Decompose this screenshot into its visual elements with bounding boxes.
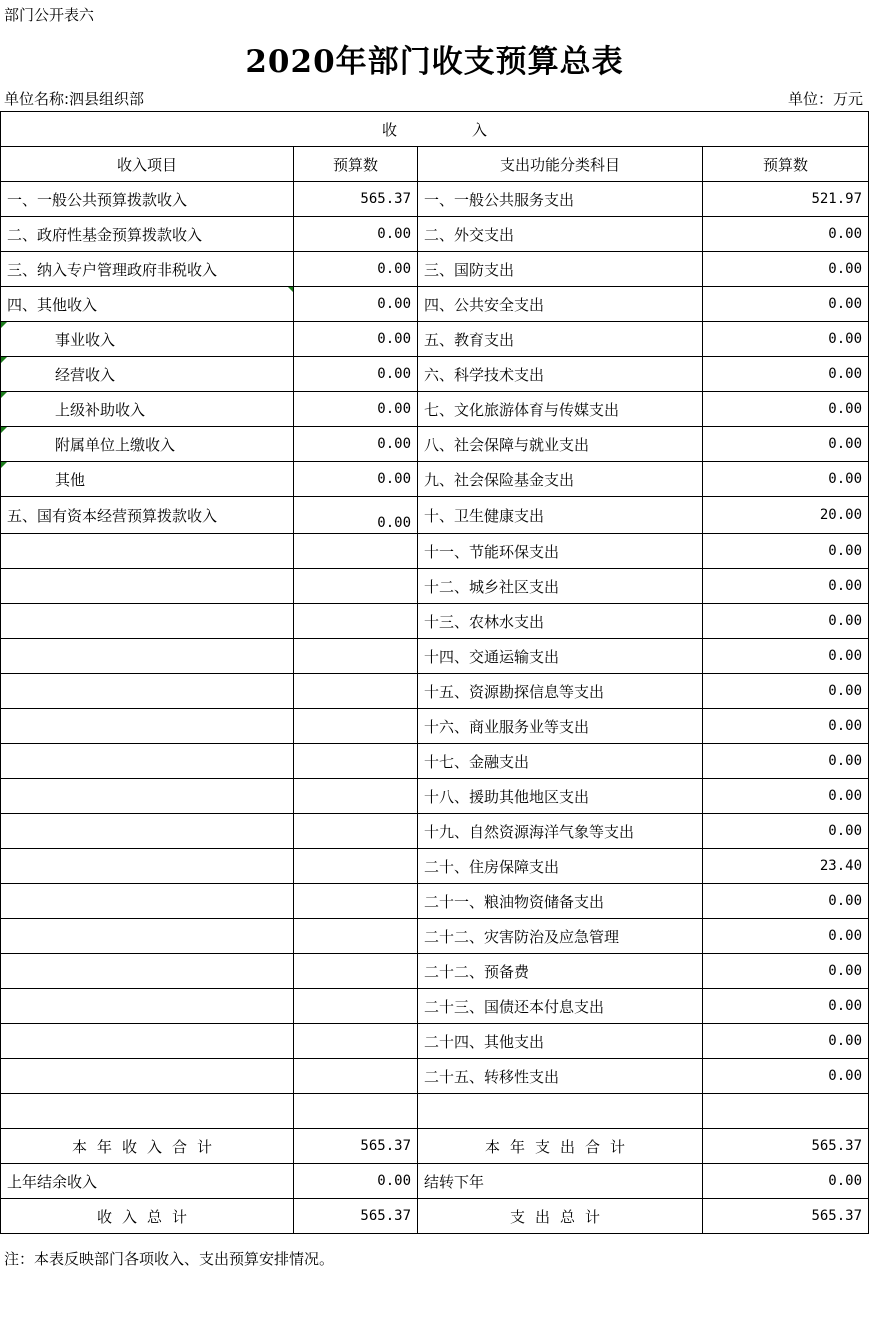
expense-item-cell: 二十五、转移性支出 — [418, 1059, 703, 1094]
expense-item-cell: 八、社会保障与就业支出 — [418, 427, 703, 462]
expense-item-cell: 三、国防支出 — [418, 252, 703, 287]
total-income-label: 上年结余收入 — [1, 1164, 294, 1199]
expense-budget-cell: 0.00 — [703, 287, 869, 322]
expense-budget-cell — [703, 1094, 869, 1129]
expense-item-cell: 二十二、灾害防治及应急管理 — [418, 919, 703, 954]
table-row — [1, 779, 869, 814]
expense-budget-cell: 0.00 — [703, 919, 869, 954]
table-row — [1, 709, 869, 744]
currency-unit-label: 单位：万元 — [787, 90, 863, 108]
expense-item-cell: 六、科学技术支出 — [418, 357, 703, 392]
table-row — [1, 392, 869, 427]
table-row — [1, 217, 869, 252]
budget-table — [0, 111, 869, 1234]
income-item-cell — [1, 1059, 294, 1094]
income-item-cell — [1, 744, 294, 779]
income-item-cell — [1, 604, 294, 639]
income-budget-cell: 0.00 — [294, 357, 418, 392]
expense-item-cell: 十五、资源勘探信息等支出 — [418, 674, 703, 709]
expense-item-cell: 二十三、国债还本付息支出 — [418, 989, 703, 1024]
column-header-expense-item: 支出功能分类科目 — [418, 147, 703, 182]
income-item-cell — [1, 779, 294, 814]
income-budget-cell: 0.00 — [294, 252, 418, 287]
expense-budget-cell: 0.00 — [703, 884, 869, 919]
column-header-income-item: 收入项目 — [1, 147, 294, 182]
total-expense-label: 本年支出合计 — [418, 1129, 703, 1164]
expense-budget-cell: 0.00 — [703, 569, 869, 604]
income-item-cell — [1, 919, 294, 954]
income-budget-cell — [294, 884, 418, 919]
income-budget-cell — [294, 709, 418, 744]
income-budget-cell: 0.00 — [294, 497, 418, 534]
expense-budget-cell: 0.00 — [703, 639, 869, 674]
table-row — [1, 674, 869, 709]
expense-item-cell: 十、卫生健康支出 — [418, 497, 703, 534]
expense-item-cell: 二十一、粮油物资储备支出 — [418, 884, 703, 919]
expense-budget-cell: 0.00 — [703, 709, 869, 744]
expense-item-cell: 一、一般公共服务支出 — [418, 182, 703, 217]
cell-marker-icon — [1, 427, 7, 433]
expense-budget-cell: 23.40 — [703, 849, 869, 884]
income-item-cell: 附属单位上缴收入 — [1, 427, 294, 462]
expense-item-cell: 二、外交支出 — [418, 217, 703, 252]
income-item-cell — [1, 569, 294, 604]
total-income-value: 0.00 — [294, 1164, 418, 1199]
table-row — [1, 569, 869, 604]
expense-budget-cell: 0.00 — [703, 322, 869, 357]
income-budget-cell: 0.00 — [294, 392, 418, 427]
expense-budget-cell: 20.00 — [703, 497, 869, 534]
expense-item-cell: 十二、城乡社区支出 — [418, 569, 703, 604]
income-budget-cell — [294, 849, 418, 884]
expense-budget-cell: 0.00 — [703, 534, 869, 569]
table-row — [1, 427, 869, 462]
income-budget-cell — [294, 779, 418, 814]
expense-item-cell: 四、公共安全支出 — [418, 287, 703, 322]
expense-item-cell: 九、社会保险基金支出 — [418, 462, 703, 497]
table-row — [1, 322, 869, 357]
total-row — [1, 1129, 869, 1164]
table-row — [1, 814, 869, 849]
expense-budget-cell: 0.00 — [703, 252, 869, 287]
total-income-value: 565.37 — [294, 1199, 418, 1234]
income-budget-cell: 0.00 — [294, 322, 418, 357]
total-income-value: 565.37 — [294, 1129, 418, 1164]
income-budget-cell — [294, 674, 418, 709]
table-row — [1, 182, 869, 217]
table-row — [1, 604, 869, 639]
expense-item-cell: 十一、节能环保支出 — [418, 534, 703, 569]
cell-marker-icon — [1, 462, 7, 468]
income-item-cell — [1, 534, 294, 569]
column-header-income-budget: 预算数 — [294, 147, 418, 182]
income-budget-cell — [294, 954, 418, 989]
expense-item-cell: 十三、农林水支出 — [418, 604, 703, 639]
income-item-cell: 四、其他收入 — [1, 287, 294, 322]
total-expense-label: 结转下年 — [418, 1164, 703, 1199]
total-row — [1, 1199, 869, 1234]
table-row — [1, 954, 869, 989]
table-row — [1, 534, 869, 569]
unit-name-label: 单位名称:泗县组织部 — [4, 90, 145, 108]
income-item-cell — [1, 814, 294, 849]
table-row — [1, 744, 869, 779]
income-budget-cell — [294, 604, 418, 639]
expense-budget-cell: 0.00 — [703, 427, 869, 462]
expense-budget-cell: 0.00 — [703, 954, 869, 989]
expense-item-cell: 十八、援助其他地区支出 — [418, 779, 703, 814]
table-row — [1, 252, 869, 287]
total-expense-value: 565.37 — [703, 1199, 869, 1234]
expense-item-cell: 五、教育支出 — [418, 322, 703, 357]
cell-marker-icon — [1, 357, 7, 363]
income-item-cell — [1, 989, 294, 1024]
income-budget-cell — [294, 1024, 418, 1059]
total-income-label: 收入总计 — [1, 1199, 294, 1234]
section-header-cell: 收 入 — [1, 112, 869, 147]
income-item-cell: 三、纳入专户管理政府非税收入 — [1, 252, 294, 287]
page-title: 2020年部门收支预算总表 — [245, 44, 624, 80]
expense-item-cell — [418, 1094, 703, 1129]
income-item-cell — [1, 884, 294, 919]
expense-budget-cell: 0.00 — [703, 1024, 869, 1059]
expense-item-cell: 十七、金融支出 — [418, 744, 703, 779]
total-expense-label: 支出总计 — [418, 1199, 703, 1234]
expense-budget-cell: 0.00 — [703, 744, 869, 779]
income-budget-cell — [294, 1059, 418, 1094]
expense-budget-cell: 0.00 — [703, 779, 869, 814]
expense-budget-cell: 0.00 — [703, 674, 869, 709]
table-row — [1, 919, 869, 954]
expense-item-cell: 二十二、预备费 — [418, 954, 703, 989]
table-row — [1, 1059, 869, 1094]
income-budget-cell — [294, 989, 418, 1024]
income-budget-cell — [294, 639, 418, 674]
total-expense-value: 0.00 — [703, 1164, 869, 1199]
cell-marker-icon — [1, 392, 7, 398]
income-budget-cell — [294, 1094, 418, 1129]
expense-budget-cell: 0.00 — [703, 217, 869, 252]
expense-budget-cell: 0.00 — [703, 604, 869, 639]
expense-budget-cell: 0.00 — [703, 1059, 869, 1094]
expense-budget-cell: 0.00 — [703, 989, 869, 1024]
expense-budget-cell: 0.00 — [703, 462, 869, 497]
table-row — [1, 497, 869, 534]
expense-item-cell: 二十四、其他支出 — [418, 1024, 703, 1059]
section-header-row — [1, 112, 869, 147]
total-row — [1, 1164, 869, 1199]
expense-budget-cell: 0.00 — [703, 357, 869, 392]
income-item-cell: 上级补助收入 — [1, 392, 294, 427]
income-budget-cell: 565.37 — [294, 182, 418, 217]
table-row — [1, 639, 869, 674]
income-budget-cell — [294, 569, 418, 604]
expense-budget-cell: 0.00 — [703, 814, 869, 849]
table-row — [1, 849, 869, 884]
table-row — [1, 884, 869, 919]
income-item-cell: 经营收入 — [1, 357, 294, 392]
expense-item-cell: 十四、交通运输支出 — [418, 639, 703, 674]
table-row — [1, 462, 869, 497]
cell-marker-icon — [1, 322, 7, 328]
income-item-cell — [1, 954, 294, 989]
income-budget-cell — [294, 919, 418, 954]
table-number-label: 部门公开表六 — [4, 6, 95, 24]
table-row — [1, 1024, 869, 1059]
column-header-row — [1, 147, 869, 182]
expense-item-cell: 七、文化旅游体育与传媒支出 — [418, 392, 703, 427]
income-item-cell — [1, 1094, 294, 1129]
income-item-cell: 五、国有资本经营预算拨款收入 — [1, 497, 294, 534]
income-item-cell — [1, 639, 294, 674]
table-row — [1, 989, 869, 1024]
table-row — [1, 287, 869, 322]
expense-budget-cell: 0.00 — [703, 392, 869, 427]
income-budget-cell: 0.00 — [294, 462, 418, 497]
expense-budget-cell: 521.97 — [703, 182, 869, 217]
expense-item-cell: 十六、商业服务业等支出 — [418, 709, 703, 744]
total-expense-value: 565.37 — [703, 1129, 869, 1164]
expense-item-cell: 十九、自然资源海洋气象等支出 — [418, 814, 703, 849]
income-item-cell: 事业收入 — [1, 322, 294, 357]
income-budget-cell — [294, 814, 418, 849]
income-item-cell — [1, 1024, 294, 1059]
income-item-cell — [1, 674, 294, 709]
expense-item-cell: 二十、住房保障支出 — [418, 849, 703, 884]
income-item-cell: 其他 — [1, 462, 294, 497]
total-income-label: 本年收入合计 — [1, 1129, 294, 1164]
income-item-cell — [1, 709, 294, 744]
income-budget-cell: 0.00 — [294, 217, 418, 252]
table-row — [1, 357, 869, 392]
column-header-expense-budget: 预算数 — [703, 147, 869, 182]
income-budget-cell: 0.00 — [294, 287, 418, 322]
income-item-cell — [1, 849, 294, 884]
footnote: 注：本表反映部门各项收入、支出预算安排情况。 — [4, 1250, 335, 1268]
income-budget-cell — [294, 744, 418, 779]
income-budget-cell: 0.00 — [294, 427, 418, 462]
income-item-cell: 一、一般公共预算拨款收入 — [1, 182, 294, 217]
income-budget-cell — [294, 534, 418, 569]
income-item-cell: 二、政府性基金预算拨款收入 — [1, 217, 294, 252]
table-row — [1, 1094, 869, 1129]
